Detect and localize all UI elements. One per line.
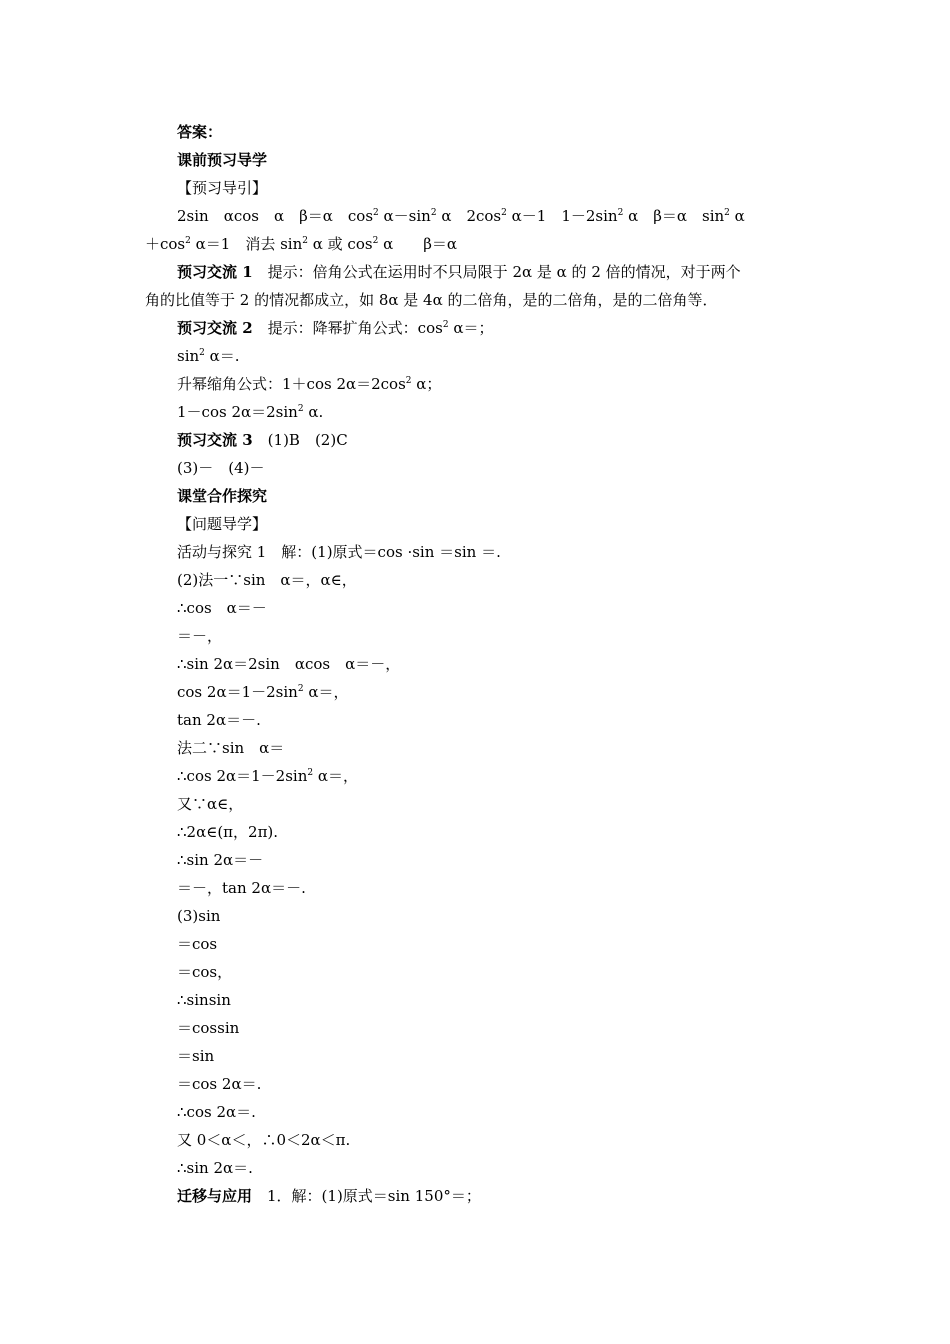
paragraph-line: ＝cossin <box>177 1019 240 1037</box>
formula-line: $\cos 2\alpha=1-2\sin^2$ α＝， <box>177 683 349 701</box>
paragraph-line: ＝cos 2α＝. <box>177 1075 262 1093</box>
paragraph-line: ＝cos， <box>177 963 233 981</box>
paragraph-line: (2)法一∵sin α＝，α∈， <box>177 571 357 589</box>
paragraph-line: 迁移与应用 1．解：(1)原式＝sin 150°＝； <box>177 1187 481 1205</box>
paragraph-line: 预习交流 1 提示：倍角公式在运用时不只局限于 2α 是 α 的 2 倍的情况，对于两个 <box>177 263 741 281</box>
paragraph-line: ＝－， <box>177 627 223 645</box>
formula-line: $\sin^2 \alpha=$. <box>177 347 240 365</box>
paragraph-line: 角的比值等于 2 的情况都成立，如 8α 是 4α 的二倍角，是的二倍角，是的二倍角等． <box>145 291 718 309</box>
paragraph-line: 又∵α∈， <box>177 795 244 813</box>
paragraph-line: ＝cos <box>177 935 218 953</box>
subsection-heading-guide: 【预习导引】 <box>177 179 268 197</box>
paragraph-line: ∴2α∈(π，2π). <box>177 823 279 841</box>
paragraph-line: 活动与探究 1 解：(1)原式＝cos ·sin ＝sin ＝. <box>177 543 501 561</box>
formula-line: ∴cos $2\alpha=1-2\sin^2$ α＝， <box>177 767 358 785</box>
subsection-heading-problems: 【问题导学】 <box>177 515 268 533</box>
paragraph-line: 预习交流 3 (1)B (2)C <box>177 431 348 449</box>
paragraph-line: ∴sin 2α＝. <box>177 1159 253 1177</box>
formula-line: $+\cos^2$ α＝1 消去 $\sin^2 \alpha$ 或 $\cos^2 \alpha$ β＝α <box>145 235 457 253</box>
paragraph-line: (3)－ (4)－ <box>177 459 265 477</box>
paragraph-line: 法二∵sin α＝ <box>177 739 285 757</box>
section-heading-preview: 课前预习导学 <box>177 151 268 169</box>
paragraph-line: ∴sinsin <box>177 991 231 1009</box>
paragraph-line: ＝sin <box>177 1047 215 1065</box>
paragraph-line: 预习交流 2 提示：降幂扩角公式：$\cos^2 \alpha=$； <box>177 319 494 337</box>
paragraph-line: tan 2α＝－. <box>177 711 261 729</box>
paragraph-line: 又 0＜α＜，∴0＜2α＜π. <box>177 1131 351 1149</box>
paragraph-line: ∴cos α＝－ <box>177 599 267 617</box>
section-heading-class: 课堂合作探究 <box>177 487 268 505</box>
formula-line: 升幂缩角公式：1＋cos $2\alpha=2\cos^2$ α； <box>177 375 442 393</box>
formula-line: 2sin αcos α β＝α $\cos^2 \alpha-\sin^2$ α $2\cos^2$ α－1 $1-2\sin^2$ α β＝α $\sin^2 \alpha$ <box>177 207 745 225</box>
formula-line: 1－cos $2\alpha=2\sin^2$ α. <box>177 403 324 421</box>
paragraph-line: (3)sin <box>177 907 221 925</box>
paragraph-line: ∴cos 2α＝. <box>177 1103 256 1121</box>
paragraph-line: ∴sin 2α＝2sin αcos α＝－， <box>177 655 401 673</box>
paragraph-line: ∴sin 2α＝－ <box>177 851 264 869</box>
paragraph-line: ＝－，tan 2α＝－. <box>177 879 306 897</box>
answer-heading: 答案： <box>177 123 223 141</box>
